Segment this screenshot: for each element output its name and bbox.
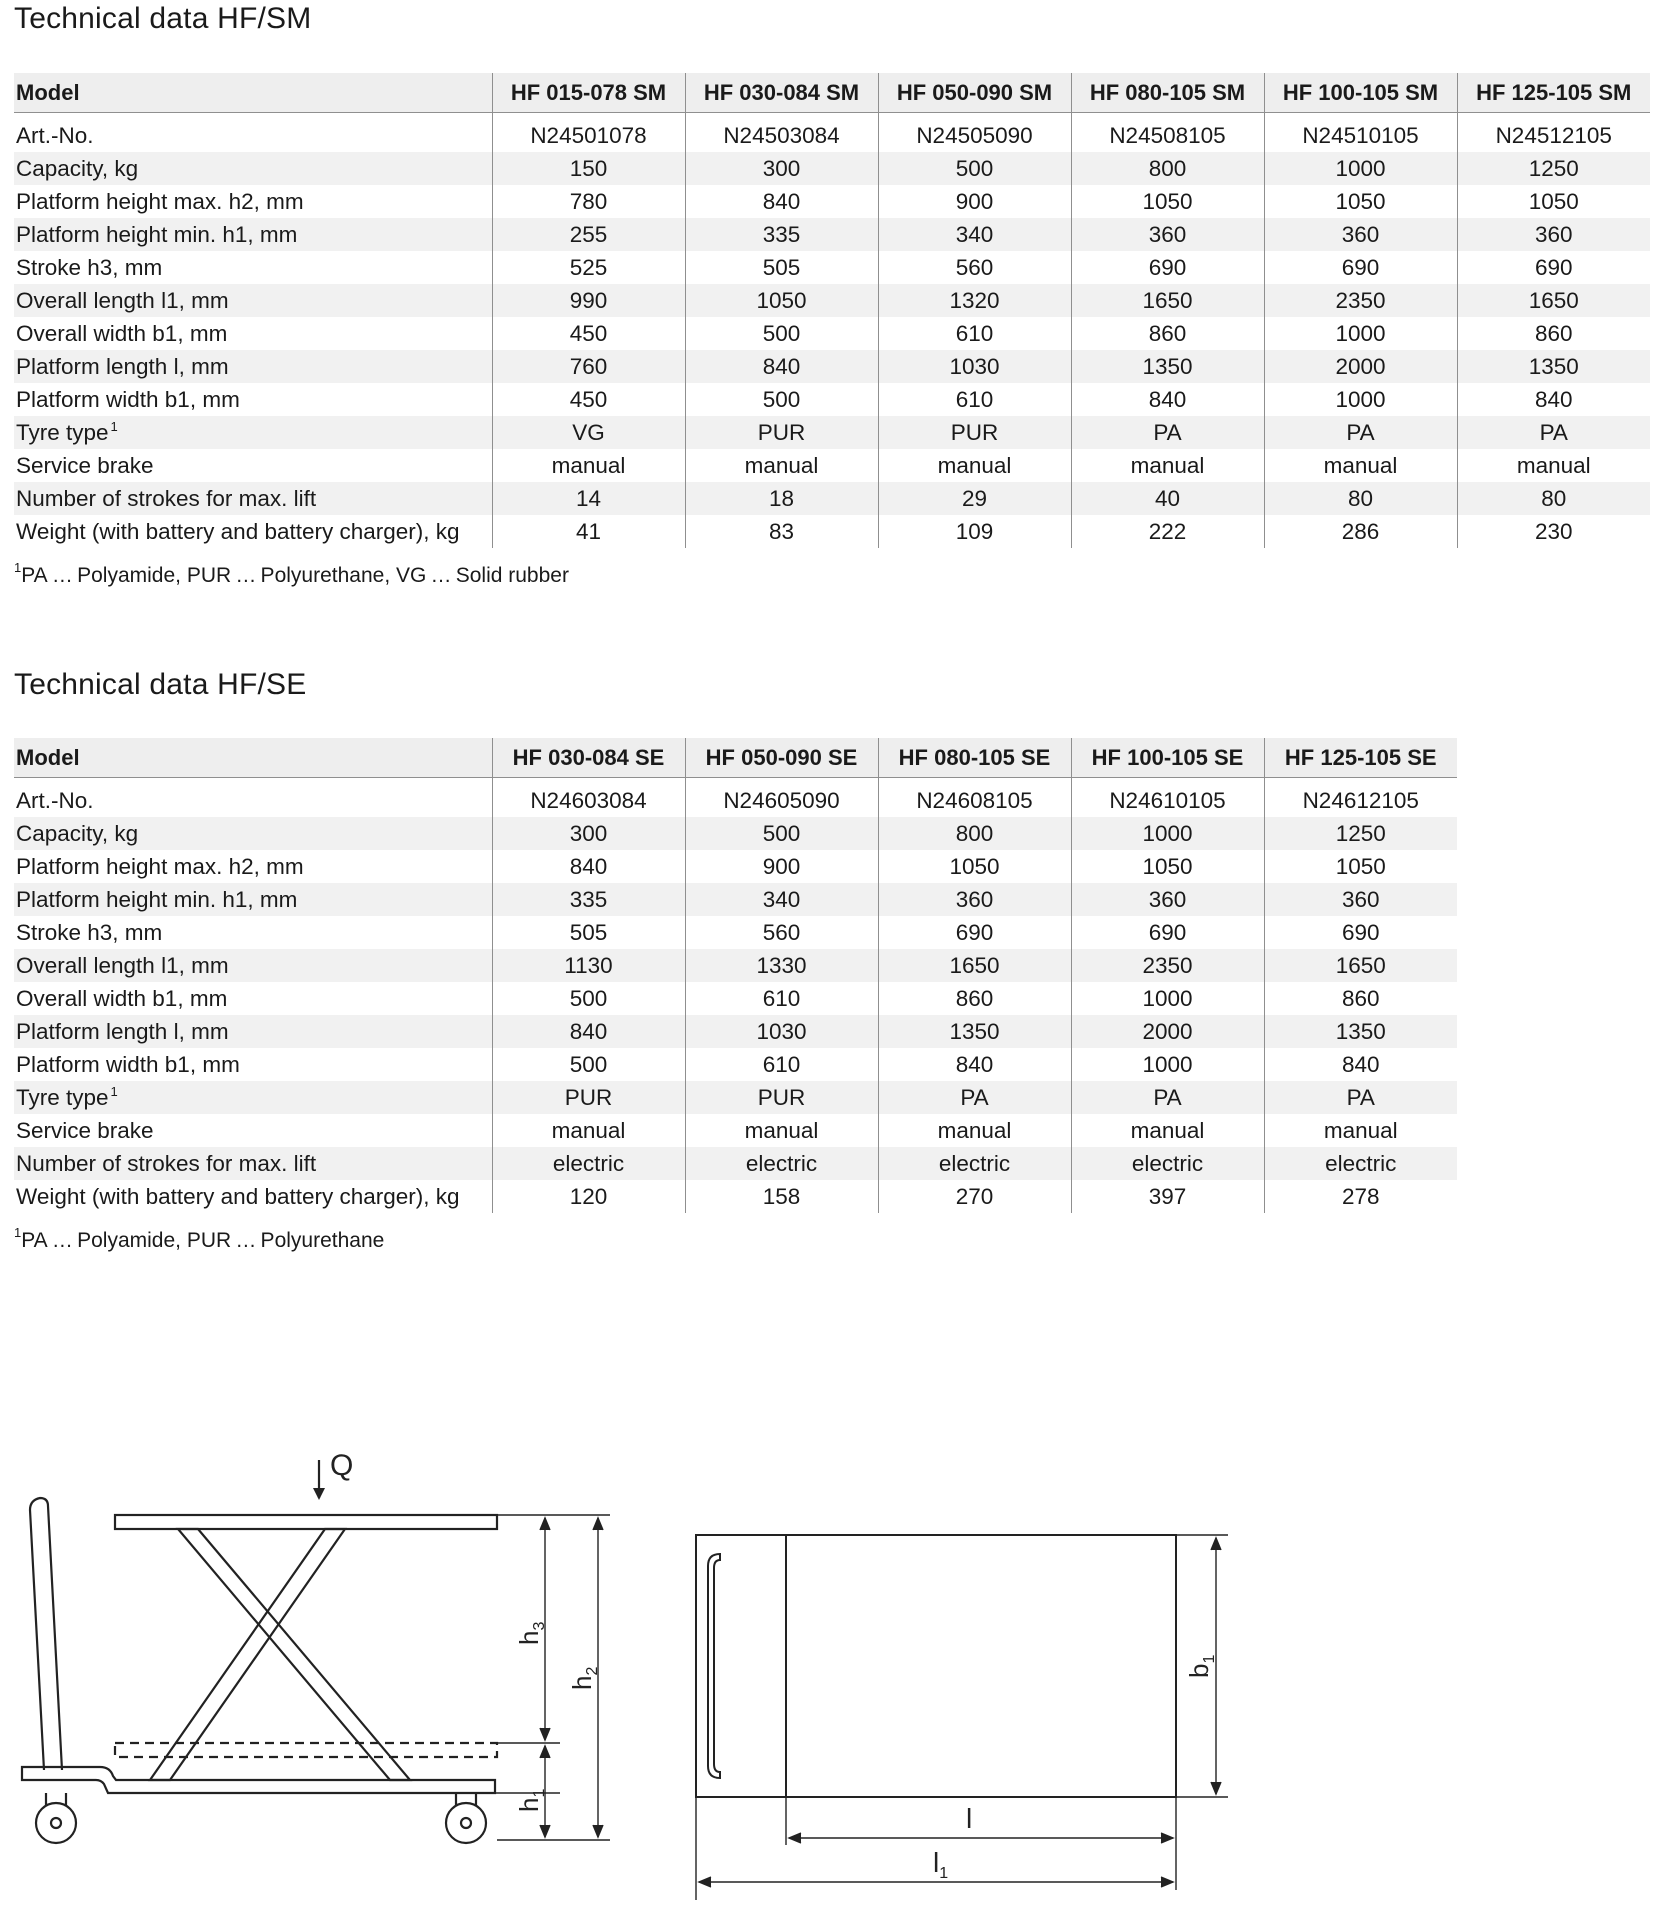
label-h2-main: h bbox=[567, 1675, 597, 1690]
row-label bbox=[14, 1048, 492, 1081]
table-cell: 1350 bbox=[1264, 1015, 1457, 1048]
table-cell: manual bbox=[1071, 1114, 1264, 1147]
row-label-text: Platform width b1, mm bbox=[16, 387, 240, 412]
label-h1-sub: 1 bbox=[531, 1788, 548, 1798]
table-cell: 2000 bbox=[1071, 1015, 1264, 1048]
row-label-text: Service brake bbox=[16, 453, 154, 478]
row-label-text: Number of strokes for max. lift bbox=[16, 486, 317, 511]
label-h3 bbox=[514, 1622, 548, 1645]
row-label bbox=[14, 317, 492, 350]
row-label bbox=[14, 916, 492, 949]
table-cell: N24501078 bbox=[492, 113, 685, 153]
row-label-text: Platform width b1, mm bbox=[16, 1052, 240, 1077]
se-title: Technical data HF/SE bbox=[14, 668, 307, 701]
table-cell: 860 bbox=[1457, 317, 1650, 350]
sm-header-model: HF 125-105 SM bbox=[1457, 73, 1650, 113]
table-cell: 610 bbox=[878, 317, 1071, 350]
table-cell: 1050 bbox=[685, 284, 878, 317]
label-h2 bbox=[567, 1667, 601, 1690]
row-label bbox=[14, 778, 492, 818]
table-cell: 1320 bbox=[878, 284, 1071, 317]
row-label bbox=[14, 416, 492, 449]
footnote-ref: 1 bbox=[110, 1084, 118, 1099]
table-cell: 1000 bbox=[1071, 817, 1264, 850]
label-b1-sub: 1 bbox=[1201, 1654, 1218, 1664]
table-cell: 1130 bbox=[492, 949, 685, 982]
table-cell: 80 bbox=[1264, 482, 1457, 515]
table-cell: PUR bbox=[878, 416, 1071, 449]
label-h3-main: h bbox=[514, 1630, 544, 1645]
se-header-model: HF 050-090 SE bbox=[685, 738, 878, 778]
table-cell: electric bbox=[878, 1147, 1071, 1180]
row-label-text: Number of strokes for max. lift bbox=[16, 1151, 317, 1176]
table-cell: 360 bbox=[1071, 883, 1264, 916]
sm-header-model: HF 050-090 SM bbox=[878, 73, 1071, 113]
table-cell: PA bbox=[1457, 416, 1650, 449]
table-row bbox=[14, 416, 1650, 449]
table-cell: N24610105 bbox=[1071, 778, 1264, 818]
table-cell: 335 bbox=[685, 218, 878, 251]
table-cell: 900 bbox=[878, 185, 1071, 218]
table-row bbox=[14, 949, 1457, 982]
table-cell: 340 bbox=[685, 883, 878, 916]
table-cell: 360 bbox=[878, 883, 1071, 916]
table-row bbox=[14, 113, 1650, 153]
table-cell: 760 bbox=[492, 350, 685, 383]
table-cell: electric bbox=[685, 1147, 878, 1180]
table-cell: N24508105 bbox=[1071, 113, 1264, 153]
footnote-ref: 1 bbox=[110, 419, 118, 434]
sm-header-model-label: Model bbox=[14, 73, 492, 113]
table-cell: 690 bbox=[1264, 251, 1457, 284]
table-cell: 500 bbox=[685, 317, 878, 350]
table-cell: 158 bbox=[685, 1180, 878, 1213]
sm-header-model: HF 015-078 SM bbox=[492, 73, 685, 113]
table-cell: 610 bbox=[685, 982, 878, 1015]
row-label bbox=[14, 850, 492, 883]
sm-header-row bbox=[14, 73, 1650, 113]
label-l1 bbox=[933, 1847, 948, 1882]
table-cell: 500 bbox=[685, 817, 878, 850]
handle-shape bbox=[30, 1498, 62, 1770]
table-cell: PA bbox=[1264, 1081, 1457, 1114]
row-label bbox=[14, 949, 492, 982]
sm-header-model: HF 100-105 SM bbox=[1264, 73, 1457, 113]
table-cell: 41 bbox=[492, 515, 685, 548]
table-cell: 690 bbox=[1071, 916, 1264, 949]
table-row bbox=[14, 1180, 1457, 1213]
row-label bbox=[14, 1114, 492, 1147]
table-cell: 1650 bbox=[878, 949, 1071, 982]
front-wheel bbox=[36, 1803, 76, 1843]
row-label bbox=[14, 449, 492, 482]
table-cell: 560 bbox=[878, 251, 1071, 284]
row-label-text: Platform height min. h1, mm bbox=[16, 222, 298, 247]
table-cell: 1250 bbox=[1264, 817, 1457, 850]
row-label bbox=[14, 1015, 492, 1048]
table-cell: 340 bbox=[878, 218, 1071, 251]
row-label bbox=[14, 982, 492, 1015]
table-cell: 800 bbox=[878, 817, 1071, 850]
table-row bbox=[14, 1015, 1457, 1048]
table-cell: 1050 bbox=[878, 850, 1071, 883]
table-row bbox=[14, 883, 1457, 916]
top-view-outline bbox=[696, 1535, 1176, 1797]
table-cell: PA bbox=[1264, 416, 1457, 449]
table-cell: 500 bbox=[685, 383, 878, 416]
label-h1 bbox=[514, 1789, 548, 1812]
table-row bbox=[14, 1048, 1457, 1081]
label-l: l bbox=[966, 1803, 973, 1834]
table-cell: 500 bbox=[492, 1048, 685, 1081]
sm-header-model: HF 030-084 SM bbox=[685, 73, 878, 113]
table-cell: PUR bbox=[685, 416, 878, 449]
table-cell: 840 bbox=[492, 850, 685, 883]
row-label bbox=[14, 515, 492, 548]
table-row bbox=[14, 1081, 1457, 1114]
table-cell: N24503084 bbox=[685, 113, 878, 153]
table-cell: manual bbox=[878, 449, 1071, 482]
table-cell: 360 bbox=[1457, 218, 1650, 251]
table-cell: manual bbox=[1264, 1114, 1457, 1147]
platform-top bbox=[115, 1515, 497, 1529]
table-row bbox=[14, 778, 1457, 818]
se-header-model: HF 100-105 SE bbox=[1071, 738, 1264, 778]
row-label bbox=[14, 350, 492, 383]
table-cell: 360 bbox=[1264, 883, 1457, 916]
table-cell: 840 bbox=[685, 185, 878, 218]
row-label bbox=[14, 185, 492, 218]
table-cell: N24505090 bbox=[878, 113, 1071, 153]
label-h1-main: h bbox=[514, 1797, 544, 1812]
table-cell: electric bbox=[1071, 1147, 1264, 1180]
table-cell: N24603084 bbox=[492, 778, 685, 818]
table-cell: 1030 bbox=[685, 1015, 878, 1048]
table-cell: 1000 bbox=[1264, 317, 1457, 350]
table-cell: 610 bbox=[685, 1048, 878, 1081]
table-cell: 500 bbox=[492, 982, 685, 1015]
sm-footnote bbox=[14, 560, 569, 588]
table-cell: 2350 bbox=[1071, 949, 1264, 982]
se-header-model: HF 125-105 SE bbox=[1264, 738, 1457, 778]
table-cell: manual bbox=[685, 449, 878, 482]
table-cell: PUR bbox=[492, 1081, 685, 1114]
table-row bbox=[14, 251, 1650, 284]
row-label-text: Art.-No. bbox=[16, 123, 94, 148]
row-label-text: Weight (with battery and battery charger), kg bbox=[16, 519, 460, 544]
row-label-text: Art.-No. bbox=[16, 788, 94, 813]
row-label-text: Overall length l1, mm bbox=[16, 953, 229, 978]
table-cell: 860 bbox=[1071, 317, 1264, 350]
table-cell: 109 bbox=[878, 515, 1071, 548]
label-h3-sub: 3 bbox=[531, 1621, 548, 1631]
sm-header-model: HF 080-105 SM bbox=[1071, 73, 1264, 113]
table-cell: 505 bbox=[685, 251, 878, 284]
table-cell: 1000 bbox=[1071, 982, 1264, 1015]
row-label-text: Weight (with battery and battery charger), kg bbox=[16, 1184, 460, 1209]
table-cell: 286 bbox=[1264, 515, 1457, 548]
row-label-text: Overall width b1, mm bbox=[16, 321, 228, 346]
row-label bbox=[14, 1147, 492, 1180]
row-label-text: Platform length l, mm bbox=[16, 1019, 229, 1044]
table-cell: manual bbox=[685, 1114, 878, 1147]
table-row bbox=[14, 850, 1457, 883]
label-l1-main: l bbox=[933, 1847, 940, 1878]
top-view-handle bbox=[708, 1554, 720, 1778]
se-spec-table bbox=[14, 738, 1457, 1213]
table-cell: 840 bbox=[492, 1015, 685, 1048]
row-label bbox=[14, 482, 492, 515]
side-view-drawing bbox=[0, 1440, 640, 1860]
table-cell: PUR bbox=[685, 1081, 878, 1114]
table-row bbox=[14, 152, 1650, 185]
row-label-text: Tyre type bbox=[16, 1085, 109, 1110]
row-label bbox=[14, 883, 492, 916]
row-label-text: Platform height max. h2, mm bbox=[16, 854, 304, 879]
sm-spec-table bbox=[14, 73, 1650, 548]
row-label-text: Overall width b1, mm bbox=[16, 986, 228, 1011]
table-cell: 860 bbox=[1264, 982, 1457, 1015]
table-cell: 780 bbox=[492, 185, 685, 218]
table-cell: 2350 bbox=[1264, 284, 1457, 317]
table-cell: manual bbox=[492, 449, 685, 482]
se-footnote bbox=[14, 1225, 385, 1253]
table-cell: 525 bbox=[492, 251, 685, 284]
table-cell: manual bbox=[1264, 449, 1457, 482]
table-row bbox=[14, 185, 1650, 218]
table-cell: VG bbox=[492, 416, 685, 449]
table-cell: N24605090 bbox=[685, 778, 878, 818]
row-label-text: Platform height max. h2, mm bbox=[16, 189, 304, 214]
table-cell: 1330 bbox=[685, 949, 878, 982]
rear-wheel bbox=[446, 1803, 486, 1843]
sm-footnote-text: PA … Polyamide, PUR … Polyurethane, VG … Solid rubber bbox=[21, 564, 569, 587]
table-row bbox=[14, 317, 1650, 350]
table-cell: 500 bbox=[878, 152, 1071, 185]
table-row bbox=[14, 350, 1650, 383]
table-cell: manual bbox=[878, 1114, 1071, 1147]
table-cell: 840 bbox=[1457, 383, 1650, 416]
label-b1 bbox=[1184, 1655, 1218, 1678]
table-cell: N24510105 bbox=[1264, 113, 1457, 153]
table-cell: 300 bbox=[685, 152, 878, 185]
table-cell: 1050 bbox=[1071, 850, 1264, 883]
table-row bbox=[14, 916, 1457, 949]
table-cell: electric bbox=[492, 1147, 685, 1180]
table-cell: 222 bbox=[1071, 515, 1264, 548]
table-cell: 690 bbox=[1457, 251, 1650, 284]
table-cell: 450 bbox=[492, 317, 685, 350]
base-frame bbox=[22, 1767, 495, 1793]
table-cell: N24612105 bbox=[1264, 778, 1457, 818]
table-cell: 560 bbox=[685, 916, 878, 949]
label-h2-sub: 2 bbox=[584, 1666, 601, 1676]
row-label-text: Overall length l1, mm bbox=[16, 288, 229, 313]
table-cell: manual bbox=[1071, 449, 1264, 482]
table-cell: 1350 bbox=[878, 1015, 1071, 1048]
table-row bbox=[14, 982, 1457, 1015]
table-cell: 40 bbox=[1071, 482, 1264, 515]
table-cell: PA bbox=[878, 1081, 1071, 1114]
table-cell: 840 bbox=[1264, 1048, 1457, 1081]
row-label bbox=[14, 284, 492, 317]
table-cell: 840 bbox=[685, 350, 878, 383]
table-cell: 450 bbox=[492, 383, 685, 416]
table-cell: 1250 bbox=[1457, 152, 1650, 185]
table-cell: 1050 bbox=[1264, 185, 1457, 218]
row-label bbox=[14, 817, 492, 850]
table-row bbox=[14, 449, 1650, 482]
table-cell: 18 bbox=[685, 482, 878, 515]
table-cell: 29 bbox=[878, 482, 1071, 515]
table-cell: manual bbox=[1457, 449, 1650, 482]
table-cell: 83 bbox=[685, 515, 878, 548]
table-cell: 270 bbox=[878, 1180, 1071, 1213]
table-cell: 860 bbox=[878, 982, 1071, 1015]
table-cell: 840 bbox=[1071, 383, 1264, 416]
table-cell: 690 bbox=[1071, 251, 1264, 284]
table-cell: 690 bbox=[878, 916, 1071, 949]
table-cell: 900 bbox=[685, 850, 878, 883]
table-cell: 840 bbox=[878, 1048, 1071, 1081]
table-cell: 1000 bbox=[1071, 1048, 1264, 1081]
table-cell: 14 bbox=[492, 482, 685, 515]
table-cell: 1000 bbox=[1264, 152, 1457, 185]
se-header-row bbox=[14, 738, 1457, 778]
row-label-text: Platform height min. h1, mm bbox=[16, 887, 298, 912]
table-cell: 120 bbox=[492, 1180, 685, 1213]
label-l1-sub: 1 bbox=[939, 1865, 949, 1882]
row-label bbox=[14, 251, 492, 284]
table-cell: 230 bbox=[1457, 515, 1650, 548]
row-label bbox=[14, 113, 492, 153]
table-cell: 1030 bbox=[878, 350, 1071, 383]
row-label-text: Stroke h3, mm bbox=[16, 255, 163, 280]
table-cell: 278 bbox=[1264, 1180, 1457, 1213]
table-cell: 1650 bbox=[1071, 284, 1264, 317]
row-label bbox=[14, 383, 492, 416]
table-row bbox=[14, 1147, 1457, 1180]
table-cell: 610 bbox=[878, 383, 1071, 416]
row-label-text: Capacity, kg bbox=[16, 156, 139, 181]
table-cell: 1050 bbox=[1071, 185, 1264, 218]
top-view-drawing bbox=[680, 1510, 1240, 1900]
row-label bbox=[14, 1081, 492, 1114]
table-cell: 690 bbox=[1264, 916, 1457, 949]
table-cell: 505 bbox=[492, 916, 685, 949]
sm-footnote-mark: 1 bbox=[14, 560, 22, 575]
table-cell: 800 bbox=[1071, 152, 1264, 185]
table-cell: manual bbox=[492, 1114, 685, 1147]
table-cell: N24608105 bbox=[878, 778, 1071, 818]
row-label-text: Platform length l, mm bbox=[16, 354, 229, 379]
load-label: Q bbox=[330, 1449, 354, 1482]
platform-lowered bbox=[115, 1743, 497, 1757]
table-cell: 1350 bbox=[1071, 350, 1264, 383]
table-cell: 1650 bbox=[1264, 949, 1457, 982]
se-header-model-label: Model bbox=[14, 738, 492, 778]
row-label-text: Capacity, kg bbox=[16, 821, 139, 846]
row-label-text: Service brake bbox=[16, 1118, 154, 1143]
table-cell: 1650 bbox=[1457, 284, 1650, 317]
table-cell: 2000 bbox=[1264, 350, 1457, 383]
row-label bbox=[14, 1180, 492, 1213]
row-label-text: Tyre type bbox=[16, 420, 109, 445]
table-row bbox=[14, 218, 1650, 251]
table-row bbox=[14, 284, 1650, 317]
row-label bbox=[14, 218, 492, 251]
table-row bbox=[14, 383, 1650, 416]
table-cell: 360 bbox=[1071, 218, 1264, 251]
row-label-text: Stroke h3, mm bbox=[16, 920, 163, 945]
table-cell: 1350 bbox=[1457, 350, 1650, 383]
table-row bbox=[14, 1114, 1457, 1147]
table-cell: 1050 bbox=[1457, 185, 1650, 218]
se-footnote-mark: 1 bbox=[14, 1225, 22, 1240]
table-cell: 255 bbox=[492, 218, 685, 251]
table-row bbox=[14, 817, 1457, 850]
se-header-model: HF 080-105 SE bbox=[878, 738, 1071, 778]
table-row bbox=[14, 515, 1650, 548]
row-label bbox=[14, 152, 492, 185]
se-footnote-text: PA … Polyamide, PUR … Polyurethane bbox=[21, 1229, 385, 1252]
table-cell: 335 bbox=[492, 883, 685, 916]
table-cell: 1050 bbox=[1264, 850, 1457, 883]
table-cell: N24512105 bbox=[1457, 113, 1650, 153]
sm-title: Technical data HF/SM bbox=[14, 2, 312, 35]
table-row bbox=[14, 482, 1650, 515]
table-cell: 80 bbox=[1457, 482, 1650, 515]
label-b1-main: b bbox=[1184, 1663, 1214, 1678]
table-cell: 990 bbox=[492, 284, 685, 317]
table-cell: 1000 bbox=[1264, 383, 1457, 416]
table-cell: PA bbox=[1071, 416, 1264, 449]
table-cell: PA bbox=[1071, 1081, 1264, 1114]
table-cell: 150 bbox=[492, 152, 685, 185]
se-header-model: HF 030-084 SE bbox=[492, 738, 685, 778]
table-cell: 300 bbox=[492, 817, 685, 850]
table-cell: 397 bbox=[1071, 1180, 1264, 1213]
table-cell: electric bbox=[1264, 1147, 1457, 1180]
table-cell: 360 bbox=[1264, 218, 1457, 251]
